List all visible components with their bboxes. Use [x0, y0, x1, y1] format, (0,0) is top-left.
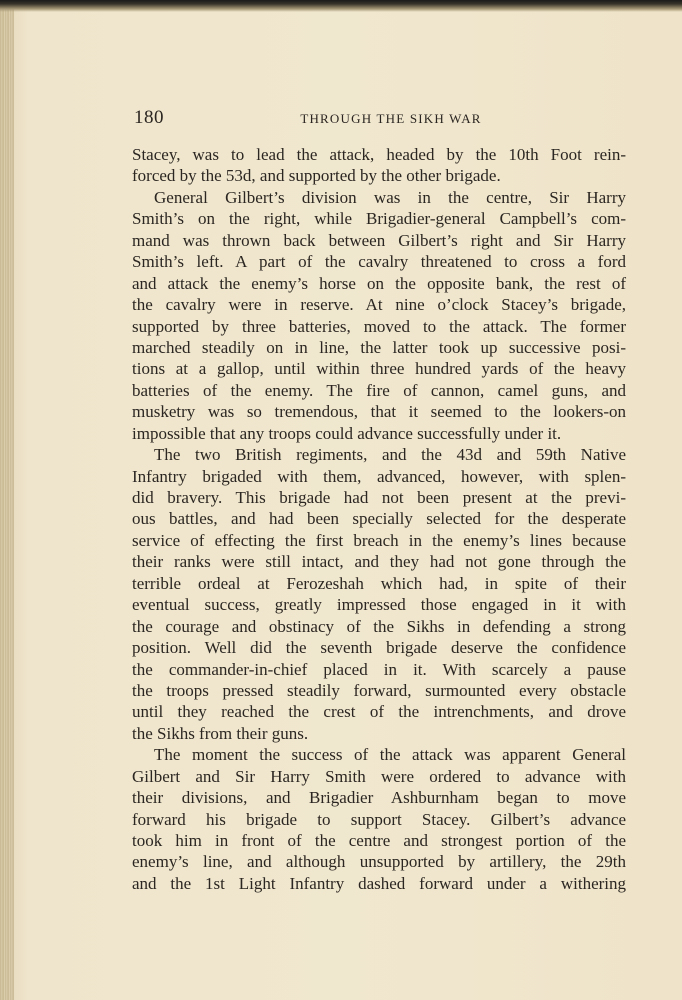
text-line: impossible that any troops could advance successfully under it. — [132, 423, 562, 443]
text-line: the commander-in-chief placed in it. With scarcely a pause — [132, 659, 626, 679]
text-line: and the 1st Light Infantry dashed forward under a withering — [132, 873, 626, 893]
text-line: their ranks were still intact, and they had not gone through the — [132, 552, 626, 572]
text-line: position. Well did the seventh brigade deserve the confidence — [132, 638, 626, 658]
text-line: tions at a gallop, until within three hundred yards of the heavy — [132, 359, 626, 379]
text-line: service of effecting the first breach in the enemy’s lines because — [132, 530, 626, 550]
text-line: the courage and obstinacy of the Sikhs in defending a strong — [132, 616, 626, 636]
text-line: forced by the 53d, and supported by the other brigade. — [132, 166, 501, 186]
running-header — [134, 107, 626, 131]
text-line: batteries of the enemy. The fire of cannon, camel guns, and — [132, 380, 626, 400]
text-line: marched steadily on in line, the latter took up successive posi- — [132, 337, 626, 357]
page-gutter-shadow — [0, 0, 14, 1000]
text-line: Stacey, was to lead the attack, headed by the 10th Foot rein- — [132, 145, 626, 164]
text-line: The two British regiments, and the 43d and 59th Native — [154, 445, 626, 465]
text-line: until they reached the crest of the intrenchments, and drove — [132, 702, 626, 722]
text-line: their divisions, and Brigadier Ashburnham began to move — [132, 788, 626, 808]
text-line: Gilbert and Sir Harry Smith were ordered to advance with — [132, 766, 626, 786]
text-line: enemy’s line, and although unsupported by artillery, the 29th — [132, 852, 626, 872]
running-title: THROUGH THE SIKH WAR — [300, 111, 482, 126]
page-number: 180 — [134, 107, 164, 128]
text-line: mand was thrown back between Gilbert’s right and Sir Harry — [132, 230, 626, 250]
text-line: The moment the success of the attack was apparent General — [154, 745, 626, 765]
text-line: musketry was so tremendous, that it seemed to the lookers-on — [132, 402, 626, 422]
text-line: took him in front of the centre and strongest portion of the — [132, 831, 626, 850]
text-line: the troops pressed steadily forward, surmounted every obstacle — [132, 680, 626, 700]
text-line: eventual success, greatly impressed those engaged in it with — [132, 595, 626, 615]
text-line: the Sikhs from their guns. — [132, 723, 309, 743]
text-line: terrible ordeal at Ferozeshah which had, in spite of their — [132, 573, 626, 593]
text-line: the cavalry were in reserve. At nine o’clock Stacey’s brigade, — [132, 295, 626, 315]
text-line: Infantry brigaded with them, advanced, however, with splen- — [132, 466, 626, 486]
text-line: did bravery. This brigade had not been present at the previ- — [132, 488, 626, 507]
text-line: and attack the enemy’s horse on the opposite bank, the rest of — [132, 273, 626, 293]
text-line: Smith’s on the right, while Brigadier-general Campbell’s com- — [132, 209, 626, 229]
text-line: ous battles, and had been specially selected for the desperate — [132, 509, 626, 529]
text-line: Smith’s left. A part of the cavalry threatened to cross a ford — [132, 252, 626, 272]
text-line: General Gilbert’s division was in the centre, Sir Harry — [154, 187, 626, 207]
text-line: supported by three batteries, moved to the attack. The former — [132, 316, 626, 336]
text-line: forward his brigade to support Stacey. Gilbert’s advance — [132, 809, 626, 829]
page-top-edge — [0, 0, 682, 12]
body-text — [132, 144, 626, 894]
